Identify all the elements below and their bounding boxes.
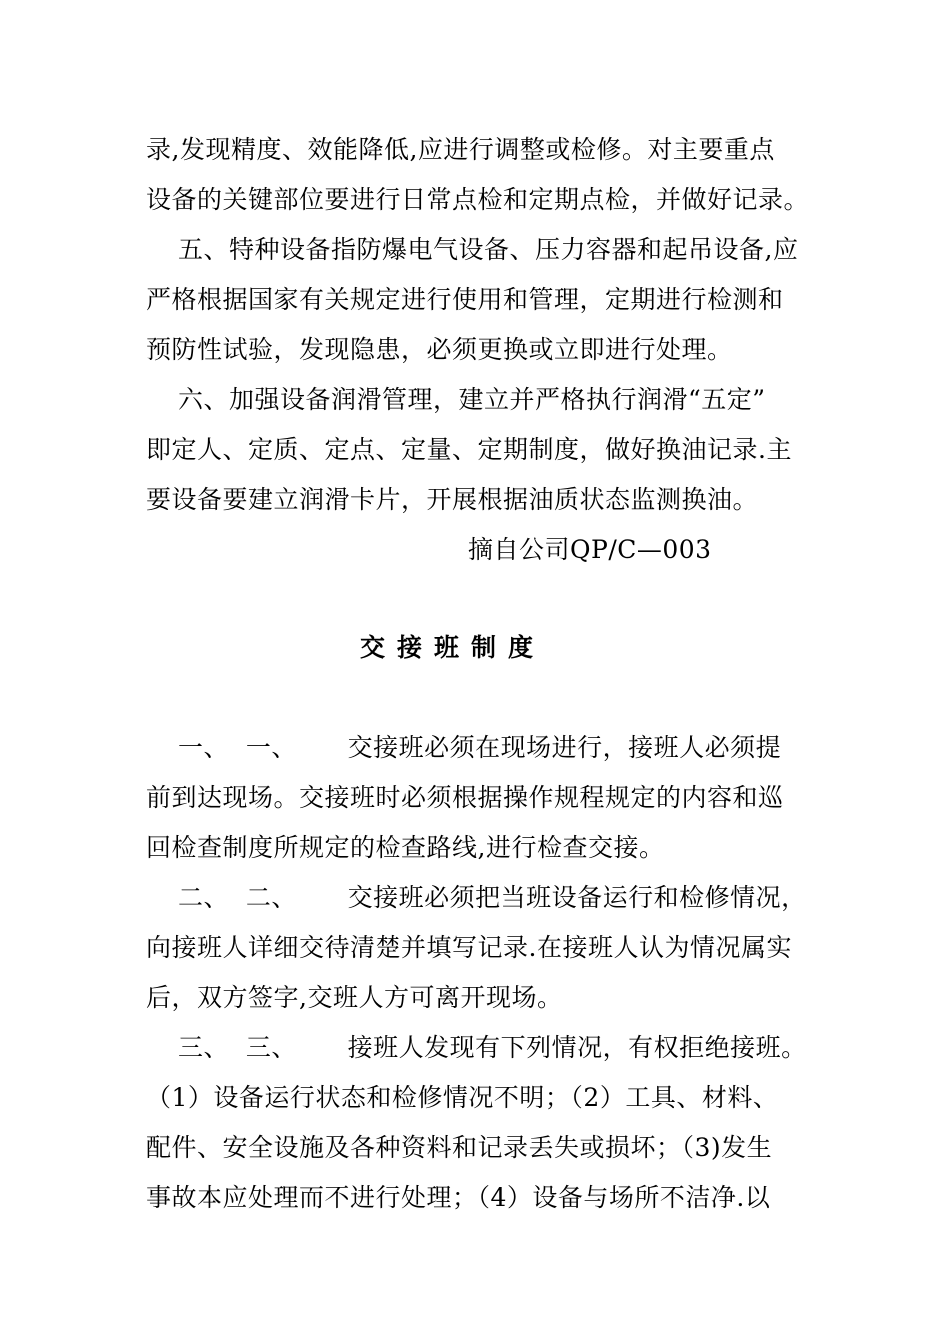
text-line: 即定人、定质、定点、定量、定期制度，做好换油记录.主 [146,435,792,464]
text-line: 前到达现场。交接班时必须根据操作规程规定的内容和巡 [146,783,784,812]
text-line: 要设备要建立润滑卡片，开展根据油质状态监测换油。 [146,485,759,514]
source-note: 摘自公司QP/C—003 [468,535,712,564]
text-line: 设备的关键部位要进行日常点检和定期点检，并做好记录。 [146,185,810,214]
text-line: 三、 三、 接班人发现有下列情况，有权拒绝接班。 [178,1033,807,1062]
text-line: 向接班人详细交待清楚并填写记录.在接班人认为情况属实 [146,933,792,962]
text-line: 回检查制度所规定的检查路线,进行检查交接。 [146,833,665,862]
text-line: 预防性试验，发现隐患，必须更换或立即进行处理。 [146,335,733,364]
text-line: 五、特种设备指防爆电气设备、压力容器和起吊设备,应 [178,235,799,264]
text-line: 六、加强设备润滑管理，建立并严格执行润滑“五定” [178,385,766,414]
text-line: 配件、安全设施及各种资料和记录丢失或损坏；（3)发生 [146,1133,773,1162]
text-line: （1）设备运行状态和检修情况不明；（2）工具、材料、 [146,1083,779,1112]
text-line: 后，双方签字,交班人方可离开现场。 [146,983,563,1012]
text-line: 严格根据国家有关规定进行使用和管理，定期进行检测和 [146,285,784,314]
text-line: 事故本应处理而不进行处理；（4）设备与场所不洁净.以 [146,1183,771,1212]
text-line: 二、 二、 交接班必须把当班设备运行和检修情况， [178,883,807,912]
text-line: 一、 一、 交接班必须在现场进行，接班人必须提 [178,733,782,762]
text-line: 录,发现精度、效能降低,应进行调整或检修。对主要重点 [146,135,775,164]
section-title: 交接班制度 [360,633,546,662]
